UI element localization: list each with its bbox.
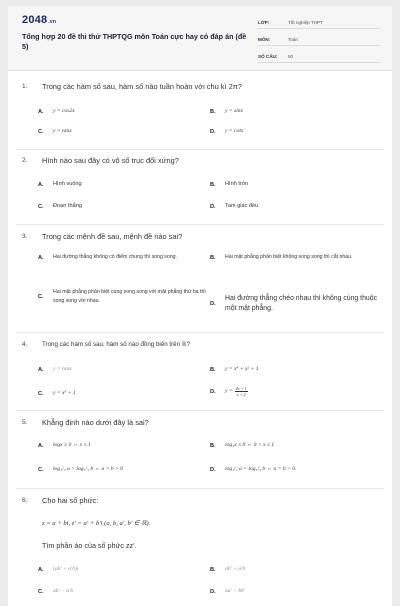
question-subtext [42, 541, 136, 550]
question-6 [22, 496, 382, 506]
option-text: Hình tròn [225, 181, 249, 187]
option-c[interactable] [38, 389, 76, 398]
question-5 [22, 418, 382, 428]
option-c[interactable] [38, 202, 82, 211]
option-c[interactable] [38, 288, 208, 306]
option-letter: C. [38, 203, 44, 210]
option-a[interactable] [38, 107, 75, 116]
option-letter: D. [210, 301, 216, 307]
site-logo[interactable] [22, 14, 56, 26]
option-letter: C. [38, 294, 44, 300]
option-text: Tam giác đều [225, 203, 259, 209]
option-c[interactable] [38, 127, 72, 136]
option-letter: D. [210, 128, 216, 135]
meta-value: 50 [288, 53, 294, 59]
option-text: Hai mặt phẳng phân biệt cùng song song với mặt phẳng thứ ba thì song song với nhau. [53, 289, 206, 304]
fraction-denominator: x + 2 [236, 392, 246, 397]
option-letter: A. [38, 566, 44, 573]
option-d[interactable] [210, 386, 248, 397]
question-1 [22, 82, 382, 92]
question-formula [42, 519, 150, 528]
logo-text: 2048 [22, 14, 48, 26]
option-b[interactable] [210, 180, 248, 189]
divider [16, 224, 384, 225]
option-b[interactable] [210, 365, 259, 374]
meta-value: Toán [288, 36, 298, 42]
option-b[interactable] [210, 441, 274, 450]
option-text: (ab' + a'b)i [53, 566, 79, 572]
option-letter: C. [38, 588, 44, 595]
option-b[interactable] [210, 565, 245, 574]
option-letter: B. [210, 366, 216, 373]
option-text: y = cotx [225, 128, 244, 134]
option-letter: D. [210, 388, 216, 395]
meta-label: SỐ CÂU: [258, 53, 278, 59]
option-a[interactable] [38, 180, 82, 189]
divider [16, 149, 384, 150]
option-text: logx ≥ 0 ⇔ x ≥ 1 [53, 442, 91, 448]
option-text: y = [225, 388, 233, 394]
question-number: 5. [22, 419, 28, 426]
formula-text: z = a + bi, z' = a' + b'i (a, b, a', b' ∈ ℝ). [42, 520, 151, 527]
question-4 [22, 340, 382, 350]
option-text: log₃x ≤ 0 ⇔ 0 < x ≤ 1 [225, 442, 275, 448]
option-text: log₁/₃ a > log₁/₃ b ⇔ a > b > 0 [53, 466, 124, 472]
question-text: Cho hai số phức: [42, 496, 99, 505]
document-page [8, 6, 392, 606]
option-letter: A. [38, 254, 44, 261]
logo-suffix: .vn [48, 19, 57, 25]
option-letter: B. [210, 181, 216, 188]
option-letter: D. [210, 203, 216, 210]
meta-label: MÔN: [258, 36, 271, 42]
question-number: 6. [22, 497, 28, 504]
option-letter: A. [38, 366, 44, 373]
option-text: y = x⁴ + x² + 1 [225, 366, 259, 372]
option-c[interactable] [38, 465, 123, 474]
option-d[interactable] [210, 202, 258, 211]
option-text: Hai đường thẳng không có điểm chung thì song song. [53, 254, 177, 260]
question-text: Trong các mệnh đề sau, mệnh đề nào sai? [42, 232, 183, 241]
question-text: Khẳng định nào dưới đây là sai? [42, 418, 149, 427]
option-text: ab' − a'b [53, 588, 74, 594]
option-text: log₁/₃ a = log₁/₃ b ⇔ a = b > 0. [225, 466, 297, 472]
question-number: 2. [22, 157, 28, 164]
question-number: 3. [22, 233, 28, 240]
option-d[interactable] [210, 294, 382, 314]
fraction-numerator: 4x + 1 [235, 386, 247, 391]
option-letter: A. [38, 181, 44, 188]
option-letter: B. [210, 254, 216, 261]
option-text: Hai đường thẳng chéo nhau thì không cùng thuộc một mặt phẳng. [225, 295, 378, 312]
option-text: aa' − bb' [225, 588, 246, 594]
divider [16, 410, 384, 411]
meta-row-count [258, 50, 380, 63]
option-b[interactable] [210, 253, 380, 262]
divider [16, 332, 384, 333]
option-letter: D. [210, 466, 216, 473]
option-letter: C. [38, 390, 44, 397]
option-text: y = x³ + 1 [53, 390, 76, 396]
option-d[interactable] [210, 587, 245, 596]
exam-meta [258, 16, 380, 67]
meta-row-class [258, 16, 380, 29]
option-letter: C. [38, 466, 44, 473]
option-text: y = tanx [53, 128, 72, 134]
option-a[interactable] [38, 565, 78, 574]
option-c[interactable] [38, 587, 73, 596]
divider [16, 488, 384, 489]
option-b[interactable] [210, 107, 243, 116]
question-text: Trong các hàm số sau, hàm số nào tuần hoàn với chu kì 2π? [42, 82, 242, 91]
option-letter: C. [38, 128, 44, 135]
option-letter: B. [210, 566, 216, 573]
option-a[interactable] [38, 365, 72, 374]
option-a[interactable] [38, 253, 208, 262]
option-letter: B. [210, 108, 216, 115]
page-title: Tổng hợp 20 đề thi thử THPTQG môn Toán cực hay có đáp án (đề 5) [22, 32, 247, 51]
option-letter: B. [210, 442, 216, 449]
fraction [235, 386, 248, 397]
option-text: y = cos2x [53, 108, 75, 114]
option-text: y = sinx [225, 108, 244, 114]
question-number: 1. [22, 83, 28, 90]
question-number: 4. [22, 341, 28, 348]
question-text: Trong các hàm số sau, hàm số nào đồng biến trên ℝ? [42, 341, 191, 348]
option-text: y = tanx [53, 366, 72, 372]
option-text: Hình vuông [53, 181, 82, 187]
option-letter: D. [210, 588, 216, 595]
option-d[interactable] [210, 465, 296, 474]
option-text: ab' + a'b [225, 566, 246, 572]
subtext: Tìm phần ảo của số phức zz'. [42, 541, 137, 550]
question-text: Hình nào sau đây có vô số trục đối xứng? [42, 156, 179, 165]
document-header [8, 6, 392, 71]
meta-value: Tốt nghiệp THPT [288, 19, 323, 25]
option-d[interactable] [210, 127, 243, 136]
meta-row-subject [258, 33, 380, 46]
option-text: Đoạn thẳng [53, 203, 82, 209]
option-letter: A. [38, 108, 44, 115]
option-text: Hai mặt phẳng phân biệt không song song thì cắt nhau. [225, 254, 353, 260]
option-a[interactable] [38, 441, 91, 450]
meta-label: LỚP: [258, 19, 270, 25]
option-letter: A. [38, 442, 44, 449]
question-2 [22, 156, 382, 166]
question-3 [22, 232, 382, 242]
